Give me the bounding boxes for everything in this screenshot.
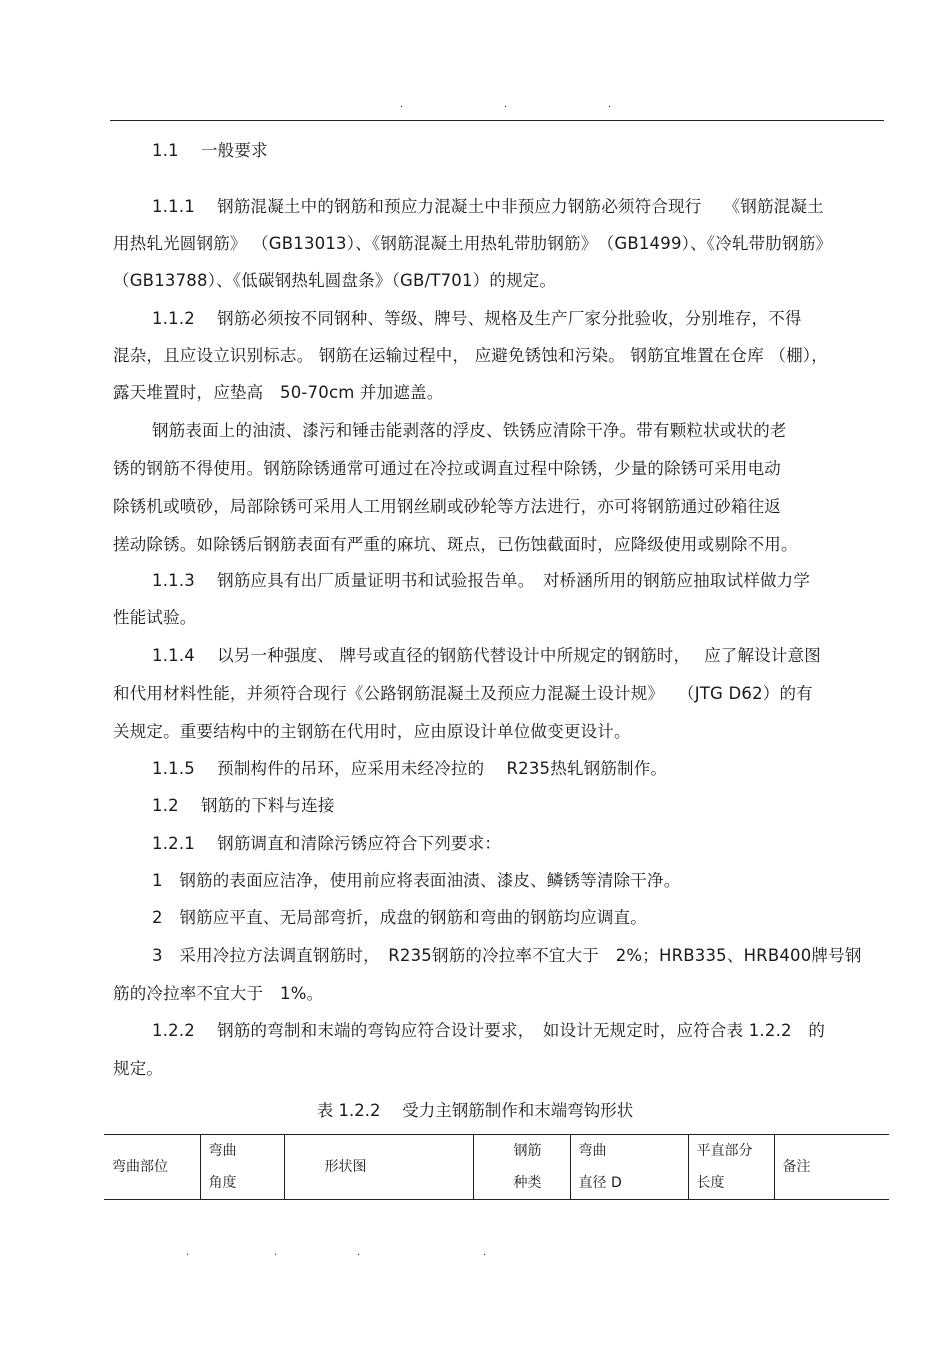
paragraph-line: 1.1.2 钢筋必须按不同钢种、等级、牌号、规格及生产厂家分批验收，分别堆存，不得 <box>152 309 802 328</box>
paragraph-line: 锈的钢筋不得使用。钢筋除锈通常可通过在冷拉或调直过程中除锈，少量的除锈可采用电动 <box>113 459 781 478</box>
footer-dot: . <box>186 1247 190 1258</box>
paragraph-line: 用热轧光圆钢筋》 （GB13013）、《钢筋混凝土用热轧带肋钢筋》 （GB1499）、《冷轧带肋钢筋》 <box>113 234 833 253</box>
paragraph-line: 关规定。重要结构中的主钢筋在代用时，应由原设计单位做变更设计。 <box>113 722 631 741</box>
paragraph-line: 1.1.3 钢筋应具有出厂质量证明书和试验报告单。 对桥涵所用的钢筋应抽取试样做力学 <box>152 571 811 590</box>
paragraph-line: 1.1.4 以另一种强度、 牌号或直径的钢筋代替设计中所规定的钢筋时， 应了解设计意图 <box>152 646 821 665</box>
paragraph-line: 搓动除锈。如除锈后钢筋表面有严重的麻坑、斑点，已伤蚀截面时，应降级使用或剔除不用。 <box>113 535 798 554</box>
column-header: 弯曲 角度 <box>200 1135 284 1200</box>
list-item: 3 采用冷拉方法调直钢筋时， R235钢筋的冷拉率不宜大于 2%；HRB335、HRB400牌号钢 <box>152 946 862 965</box>
paragraph-line: 性能试验。 <box>113 608 197 627</box>
paragraph-line: 除锈机或喷砂，局部除锈可采用人工用钢丝刷或砂轮等方法进行，亦可将钢筋通过砂箱往返 <box>113 497 781 516</box>
column-header: 形状图 <box>284 1135 473 1200</box>
section-heading-1-2: 1.2 钢筋的下料与连接 <box>152 796 335 815</box>
paragraph-line: 规定。 <box>113 1059 164 1078</box>
column-header: 弯曲 直径 D <box>570 1135 688 1200</box>
column-header: 钢筋 种类 <box>473 1135 570 1200</box>
footer-dot: . <box>483 1247 487 1258</box>
column-header: 备注 <box>774 1135 889 1200</box>
header-rule <box>110 120 884 121</box>
paragraph-line: 1.1.1 钢筋混凝土中的钢筋和预应力混凝土中非预应力钢筋必须符合现行 《钢筋混凝土 <box>152 197 824 216</box>
paragraph-line: 钢筋表面上的油渍、漆污和锤击能剥落的浮皮、铁锈应清除干净。带有颗粒状或状的老 <box>152 421 787 440</box>
section-heading-1-1: 1.1 一般要求 <box>152 141 268 160</box>
column-header: 平直部分 长度 <box>688 1135 774 1200</box>
column-header: 弯曲部位 <box>104 1135 200 1200</box>
paragraph-line: 筋的冷拉率不宜大于 1%。 <box>113 984 324 1003</box>
page-footer-marks <box>0 1248 950 1268</box>
bending-spec-table <box>104 1134 889 1200</box>
paragraph-line: 混杂，且应设立识别标志。 钢筋在运输过程中， 应避免锈蚀和污染。 钢筋宜堆置在仓库 （棚）， <box>113 346 828 365</box>
footer-dot: . <box>357 1247 361 1258</box>
table-header-row <box>104 1135 889 1200</box>
paragraph-line: 1.2.1 钢筋调直和清除污锈应符合下列要求： <box>152 834 502 853</box>
list-item: 1 钢筋的表面应洁净，使用前应将表面油渍、漆皮、鳞锈等清除干净。 <box>152 871 681 890</box>
header-dot: . <box>504 99 508 110</box>
paragraph-line: （GB13788）、《低碳钢热轧圆盘条》（GB/T701）的规定。 <box>113 271 557 290</box>
list-item: 2 钢筋应平直、无局部弯折，成盘的钢筋和弯曲的钢筋均应调直。 <box>152 908 647 927</box>
footer-dot: . <box>274 1247 278 1258</box>
page-header-marks <box>0 100 950 120</box>
paragraph-line: 1.2.2 钢筋的弯制和末端的弯钩应符合设计要求， 如设计无规定时，应符合表 1.2.2 的 <box>152 1021 826 1040</box>
table-caption: 表 1.2.2 受力主钢筋制作和末端弯钩形状 <box>316 1101 634 1120</box>
paragraph-line: 1.1.5 预制构件的吊环，应采用未经冷拉的 R235热轧钢筋制作。 <box>152 759 668 778</box>
header-dot: . <box>400 99 404 110</box>
header-dot: . <box>608 99 612 110</box>
paragraph-line: 和代用材料性能，并须符合现行《公路钢筋混凝土及预应力混凝土设计规》 （JTG D62）的有 <box>113 684 813 703</box>
paragraph-line: 露天堆置时，应垫高 50-70cm 并加遮盖。 <box>113 383 444 402</box>
